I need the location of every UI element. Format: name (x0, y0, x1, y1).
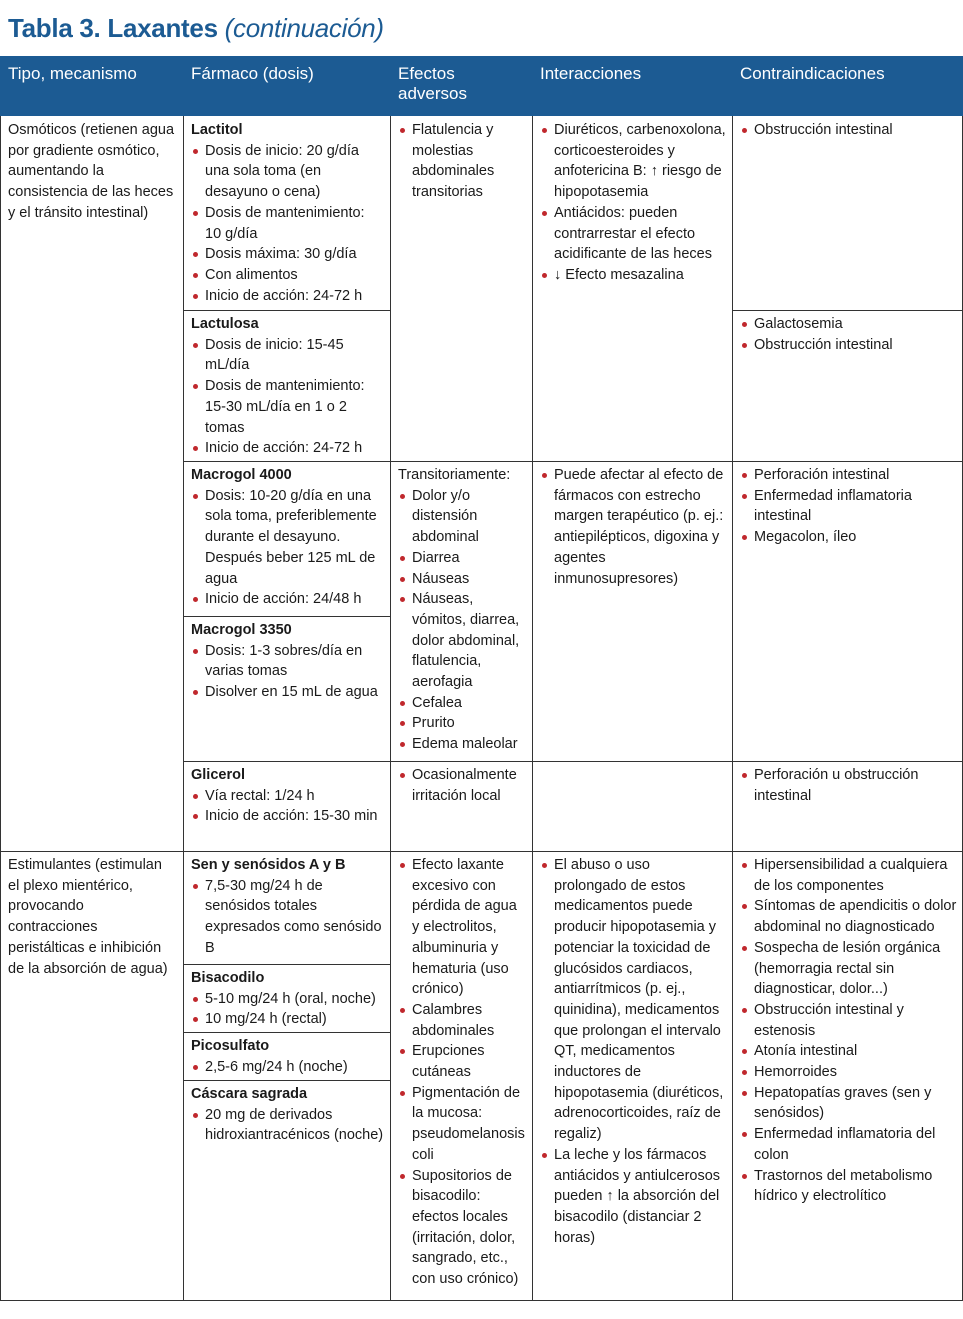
grid-line (0, 851, 963, 852)
list-item: Ocasionalmente irritación local (398, 765, 526, 806)
contra-glicerol (732, 761, 963, 851)
list-item: Enfermedad inflamatoria intestinal (740, 486, 957, 527)
tipo-osmoticos-text: Osmóticos (retienen agua por gradiente osmótico, aumentando la consistencia de las heces y el tránsito intestinal) (8, 122, 175, 221)
efectos-macrogol-intro: Transitoriamente: (398, 467, 511, 483)
list-item: 20 mg de derivados hidroxiantracénicos (noche) (191, 1105, 384, 1146)
grid-line (183, 461, 963, 462)
list-item: Dosis de inicio: 15-45 mL/día (191, 335, 384, 376)
contra-lactulosa (732, 310, 963, 461)
list-item: Hipersensibilidad a cualquiera de los componentes (740, 855, 957, 896)
list-item: Inicio de acción: 24/48 h (191, 589, 384, 610)
drug-sen (183, 851, 390, 964)
grid-line (0, 116, 1, 1301)
table-title (8, 8, 384, 48)
list-item: Inicio de acción: 24-72 h (191, 286, 384, 307)
list-item: Inicio de acción: 15-30 min (191, 806, 384, 827)
grid-line (732, 310, 963, 311)
list-item: Efecto laxante excesivo con pérdida de agua y electrolitos, albuminuria y hematuria (uso crónico) (398, 855, 526, 1000)
list-item: Perforación intestinal (740, 465, 957, 486)
list-item: Pigmentación de la mucosa: pseudomelanosis coli (398, 1083, 526, 1166)
drug-name: Sen y senósidos A y B (191, 857, 346, 873)
grid-line (732, 116, 733, 1301)
header-efectos: Efectos adversos (390, 56, 532, 116)
list-item: Dolor y/o distensión abdominal (398, 486, 526, 548)
list-item: Hemorroides (740, 1062, 957, 1083)
list-item: Flatulencia y molestias abdominales transitorias (398, 120, 526, 203)
drug-macrogol-3350 (183, 616, 390, 761)
list-item: Diuréticos, carbenoxolona, corticoesteroides y anfotericina B: ↑ riesgo de hipopotasemia (540, 120, 726, 203)
list-item: Dosis máxima: 30 g/día (191, 244, 384, 265)
tipo-estimulantes-text: Estimulantes (estimulan el plexo mientérico, provocando contracciones peristálticas e inhibición de la absorción de agua) (8, 857, 168, 977)
header-interacciones: Interacciones (532, 56, 732, 116)
contra-lactitol (732, 116, 963, 310)
drug-name: Lactitol (191, 122, 243, 138)
grid-line (183, 1080, 390, 1081)
interacciones-estimulantes (532, 851, 732, 1301)
list-item: Dosis de inicio: 20 g/día una sola toma (en desayuno o cena) (191, 141, 384, 203)
drug-lactitol (183, 116, 390, 310)
grid-line (183, 1032, 390, 1033)
list-item: 5-10 mg/24 h (oral, noche) (191, 989, 384, 1010)
list-item: Diarrea (398, 548, 526, 569)
list-item: Megacolon, íleo (740, 527, 957, 548)
list-item: Obstrucción intestinal (740, 120, 957, 141)
list-item: Antiácidos: pueden contrarrestar el efecto acidificante de las heces (540, 203, 726, 265)
list-item: Trastornos del metabolismo hídrico y electrolítico (740, 1166, 957, 1207)
grid-line (183, 616, 390, 617)
efectos-estimulantes (390, 851, 532, 1301)
drug-cascara-sagrada (183, 1080, 390, 1301)
list-item: Erupciones cutáneas (398, 1041, 526, 1082)
drug-name: Bisacodilo (191, 970, 265, 986)
list-item: 7,5-30 mg/24 h de senósidos totales expresados como senósido B (191, 876, 384, 959)
contra-estimulantes (732, 851, 963, 1301)
list-item: Dosis de mantenimiento: 10 g/día (191, 203, 384, 244)
tipo-estimulantes (0, 851, 183, 1301)
list-item: Dosis: 1-3 sobres/día en varias tomas (191, 641, 384, 682)
grid-line (183, 310, 390, 311)
laxantes-table (0, 56, 963, 1301)
list-item: Sospecha de lesión orgánica (hemorragia rectal sin diagnosticar, dolor...) (740, 938, 957, 1000)
drug-name: Glicerol (191, 767, 245, 783)
header-tipo: Tipo, mecanismo (0, 56, 183, 116)
list-item: Obstrucción intestinal y estenosis (740, 1000, 957, 1041)
list-item: Obstrucción intestinal (740, 335, 957, 356)
interacciones-macrogol (532, 461, 732, 761)
interacciones-lactitol-lactulosa (532, 116, 732, 461)
list-item: Náuseas, vómitos, diarrea, dolor abdominal, flatulencia, aerofagia (398, 589, 526, 693)
list-item: La leche y los fármacos antiácidos y antiulcerosos pueden ↑ la absorción del bisacodilo (distanciar 2 horas) (540, 1145, 726, 1249)
tipo-osmoticos (0, 116, 183, 851)
drug-glicerol (183, 761, 390, 851)
list-item: Calambres abdominales (398, 1000, 526, 1041)
drug-macrogol-4000 (183, 461, 390, 616)
list-item: Atonía intestinal (740, 1041, 957, 1062)
grid-line (0, 1300, 963, 1301)
table-title-sub: (continuación) (224, 13, 384, 43)
efectos-glicerol (390, 761, 532, 851)
grid-line (390, 116, 391, 1301)
contra-macrogol (732, 461, 963, 761)
list-item: Disolver en 15 mL de agua (191, 682, 384, 703)
drug-name: Macrogol 4000 (191, 467, 292, 483)
list-item: Con alimentos (191, 265, 384, 286)
list-item: Inicio de acción: 24-72 h (191, 438, 384, 459)
grid-line (183, 116, 184, 1301)
list-item: El abuso o uso prolongado de estos medicamentos puede producir hipopotasemia y potenciar la toxicidad de glucósidos cardiacos, antiarrítmicos (p. ej., quinidina), medicamentos que prolongan el intervalo QT, medicamentos inductores de hipopotasemia (diuréticos, adrenocorticoides, raíz de regaliz) (540, 855, 726, 1145)
list-item: Hepatopatías graves (sen y senósidos) (740, 1083, 957, 1124)
list-item: Enfermedad inflamatoria del colon (740, 1124, 957, 1165)
drug-lactulosa (183, 310, 390, 461)
drug-name: Lactulosa (191, 316, 259, 332)
grid-line (183, 761, 963, 762)
drug-name: Macrogol 3350 (191, 622, 292, 638)
list-item: ↓ Efecto mesazalina (540, 265, 726, 286)
list-item: Supositorios de bisacodilo: efectos locales (irritación, dolor, sangrado, etc., con uso crónico) (398, 1166, 526, 1290)
table-title-main: Tabla 3. Laxantes (8, 13, 218, 43)
list-item: Edema maleolar (398, 734, 526, 755)
list-item: 10 mg/24 h (rectal) (191, 1009, 384, 1030)
list-item: Cefalea (398, 693, 526, 714)
header-farmaco: Fármaco (dosis) (183, 56, 390, 116)
list-item: Náuseas (398, 569, 526, 590)
header-contraindicaciones: Contraindicaciones (732, 56, 963, 116)
drug-name: Cáscara sagrada (191, 1086, 308, 1102)
list-item: Perforación u obstrucción intestinal (740, 765, 957, 806)
efectos-lactitol-lactulosa (390, 116, 532, 461)
grid-line (532, 116, 533, 1301)
drug-picosulfato (183, 1032, 390, 1080)
list-item: Dosis: 10-20 g/día en una sola toma, preferiblemente durante el desayuno. Después beber 125 mL de agua (191, 486, 384, 590)
list-item: Galactosemia (740, 314, 957, 335)
list-item: Síntomas de apendicitis o dolor abdominal no diagnosticado (740, 896, 957, 937)
grid-line (183, 964, 390, 965)
list-item: Dosis de mantenimiento: 15-30 mL/día en 1 o 2 tomas (191, 376, 384, 438)
drug-bisacodilo (183, 964, 390, 1032)
list-item: Prurito (398, 713, 526, 734)
list-item: 2,5-6 mg/24 h (noche) (191, 1057, 384, 1078)
drug-name: Picosulfato (191, 1038, 270, 1054)
list-item: Puede afectar al efecto de fármacos con estrecho margen terapéutico (p. ej.: antiepilépticos, digoxina y agentes inmunosupresores) (540, 465, 726, 589)
list-item: Vía rectal: 1/24 h (191, 786, 384, 807)
efectos-macrogol (390, 461, 532, 761)
